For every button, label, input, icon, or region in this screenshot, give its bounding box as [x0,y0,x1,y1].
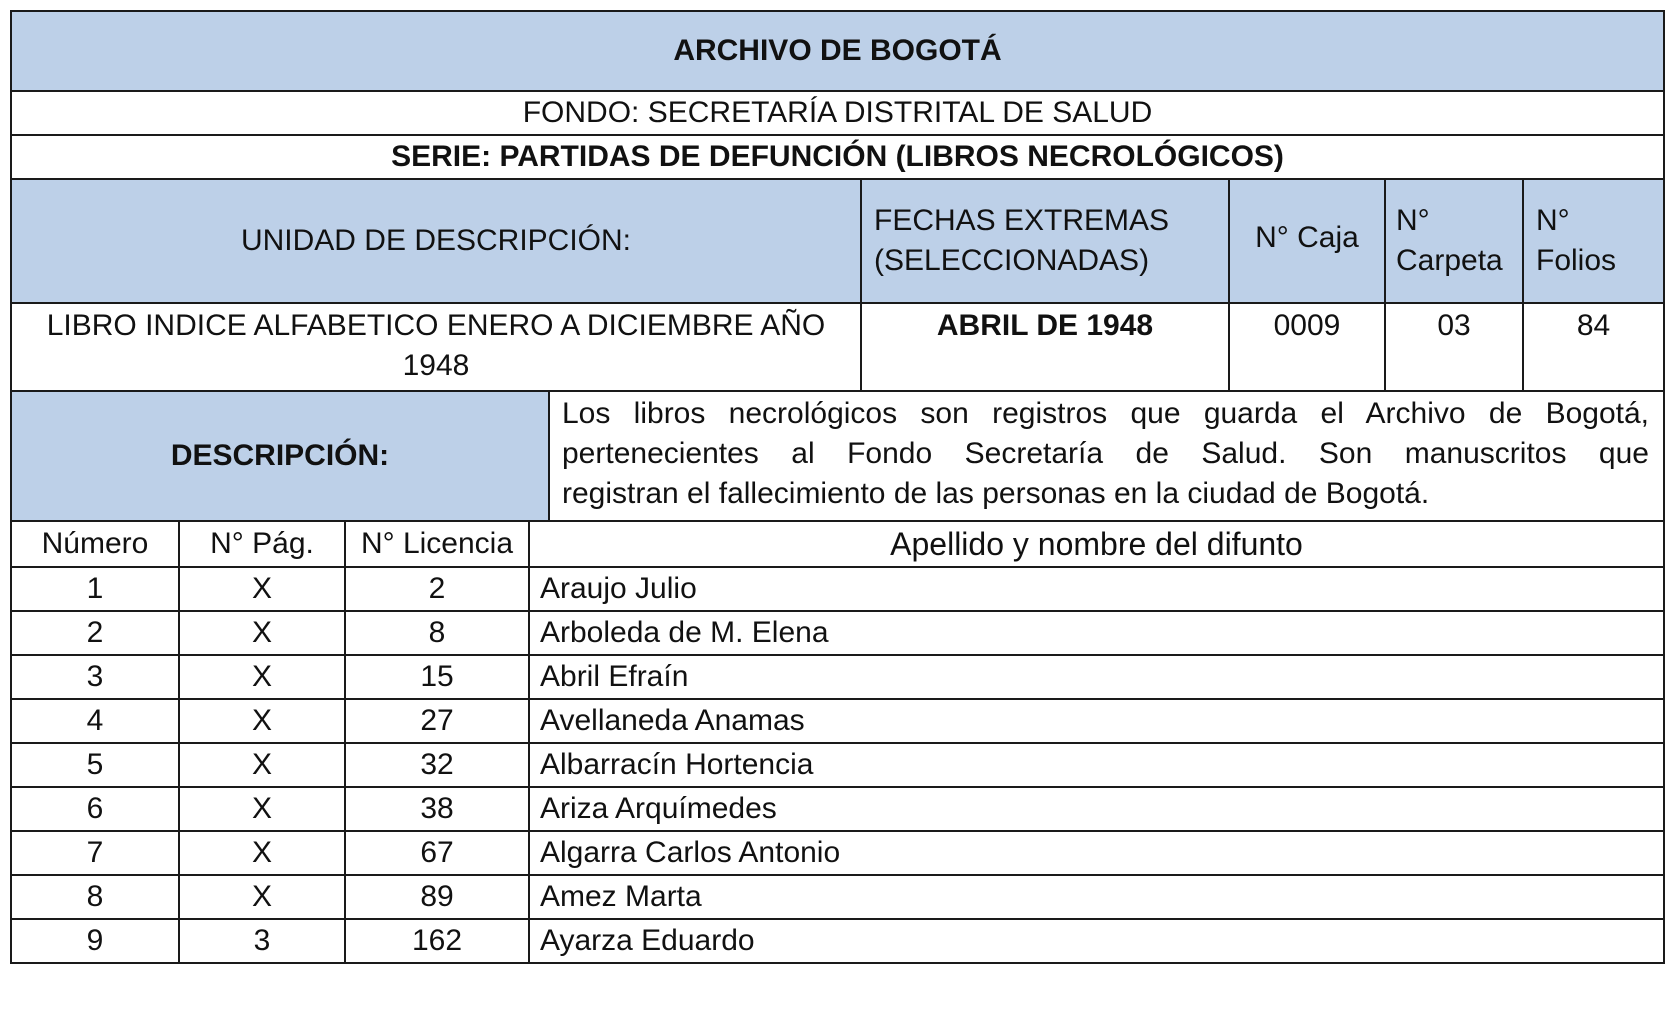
row-difunto-text: Albarracín Hortencia [540,748,814,781]
row-difunto [528,610,1665,656]
row-licencia [344,830,530,876]
row-difunto-text: Ayarza Eduardo [540,924,755,957]
row-licencia-text: 27 [420,704,454,737]
col-header-numero [10,520,180,568]
row-licencia [344,654,530,700]
row-difunto [528,786,1665,832]
row-numero [10,698,180,744]
row-licencia-text: 8 [428,616,446,649]
row-numero-text: 5 [86,748,104,781]
serie-row [10,134,1665,180]
row-numero [10,918,180,964]
row-pagina-text: X [251,748,272,781]
row-pagina [178,742,346,788]
row-difunto [528,654,1665,700]
row-numero-text: 7 [86,836,104,869]
row-licencia-text: 15 [420,660,454,693]
descripcion-line2: pertenecientes al Fondo Secretaría de Salud. Son manuscritos que [562,437,1649,470]
row-difunto-text: Ariza Arquímedes [540,792,777,825]
col-header-numero-text: Número [41,527,149,560]
col-header-pagina-text: N° Pág. [210,527,314,560]
folios-header-line2: Folios [1536,244,1617,277]
row-numero-text: 8 [86,880,104,913]
row-pagina-text: X [251,616,272,649]
row-difunto-text: Arboleda de M. Elena [540,616,829,649]
row-difunto [528,698,1665,744]
archive-title [10,10,1665,92]
row-pagina-text: X [251,836,272,869]
unidad-header [10,178,862,304]
row-pagina [178,786,346,832]
col-header-pagina [178,520,346,568]
row-numero [10,566,180,612]
row-pagina [178,874,346,920]
caja-header [1228,178,1386,304]
descripcion-line1: Los libros necrológicos son registros que guarda el Archivo de Bogotá, [562,397,1649,430]
row-difunto-text: Avellaneda Anamas [540,704,805,737]
serie-text: SERIE: PARTIDAS DE DEFUNCIÓN (LIBROS NECROLÓGICOS) [391,140,1284,173]
row-licencia [344,698,530,744]
row-pagina-text: X [251,792,272,825]
row-numero-text: 4 [86,704,104,737]
fechas-value-text: ABRIL DE 1948 [936,309,1154,342]
carpeta-header-line1: N° [1396,204,1430,237]
row-licencia-text: 32 [420,748,454,781]
fechas-header [860,178,1230,304]
row-licencia [344,918,530,964]
caja-value [1228,302,1386,392]
row-difunto [528,874,1665,920]
col-header-difunto-text: Apellido y nombre del difunto [890,526,1303,562]
row-difunto-text: Abril Efraín [540,660,689,693]
descripcion-label [10,390,550,522]
row-numero-text: 6 [86,792,104,825]
unidad-value-line2: 1948 [402,349,470,382]
carpeta-header-line2: Carpeta [1396,244,1503,277]
row-numero-text: 3 [86,660,104,693]
carpeta-header [1384,178,1524,304]
descripcion-line3: registran el fallecimiento de las personas en la ciudad de Bogotá. [562,477,1430,510]
row-pagina-text: X [251,880,272,913]
row-numero-text: 2 [86,616,104,649]
col-header-licencia-text: N° Licencia [360,527,514,560]
row-pagina-text: X [251,704,272,737]
row-pagina-text: 3 [253,924,271,957]
unidad-value-line1: LIBRO INDICE ALFABETICO ENERO A DICIEMBRE AÑO [46,309,826,342]
row-licencia-text: 162 [411,924,463,957]
carpeta-value [1384,302,1524,392]
row-numero [10,654,180,700]
row-pagina [178,610,346,656]
row-licencia-text: 2 [428,572,446,605]
fondo-row [10,90,1665,136]
folios-value-text: 84 [1576,309,1611,342]
unidad-value [10,302,862,392]
row-pagina-text: X [251,660,272,693]
row-numero-text: 1 [86,572,104,605]
fechas-value [860,302,1230,392]
row-pagina [178,698,346,744]
row-licencia [344,742,530,788]
folios-header [1522,178,1665,304]
descripcion-label-text: DESCRIPCIÓN: [170,439,390,472]
row-numero [10,830,180,876]
row-numero [10,742,180,788]
row-pagina [178,566,346,612]
folios-header-line1: N° [1536,204,1570,237]
fechas-header-line1: FECHAS EXTREMAS [874,204,1170,237]
row-difunto [528,918,1665,964]
row-difunto-text: Amez Marta [540,880,702,913]
row-difunto-text: Algarra Carlos Antonio [540,836,841,869]
row-difunto [528,830,1665,876]
row-licencia-text: 38 [420,792,454,825]
archive-title-text: ARCHIVO DE BOGOTÁ [673,34,1002,67]
caja-header-text: N° Caja [1255,221,1359,254]
row-numero [10,610,180,656]
row-licencia-text: 89 [420,880,454,913]
row-licencia [344,566,530,612]
carpeta-value-text: 03 [1437,309,1471,342]
descripcion-body [548,390,1665,522]
row-numero [10,874,180,920]
unidad-header-text: UNIDAD DE DESCRIPCIÓN: [240,224,632,257]
caja-value-text: 0009 [1273,309,1341,342]
col-header-difunto [528,520,1665,568]
fondo-text: FONDO: SECRETARÍA DISTRITAL DE SALUD [522,96,1153,129]
row-pagina [178,918,346,964]
row-difunto [528,566,1665,612]
row-numero-text: 9 [86,924,104,957]
row-licencia [344,786,530,832]
row-pagina-text: X [251,572,272,605]
col-header-licencia [344,520,530,568]
row-licencia-text: 67 [420,836,454,869]
row-pagina [178,654,346,700]
row-difunto [528,742,1665,788]
row-difunto-text: Araujo Julio [540,572,697,605]
row-licencia [344,610,530,656]
fechas-header-line2: (SELECCIONADAS) [874,244,1150,277]
row-pagina [178,830,346,876]
row-licencia [344,874,530,920]
row-numero [10,786,180,832]
folios-value [1522,302,1665,392]
